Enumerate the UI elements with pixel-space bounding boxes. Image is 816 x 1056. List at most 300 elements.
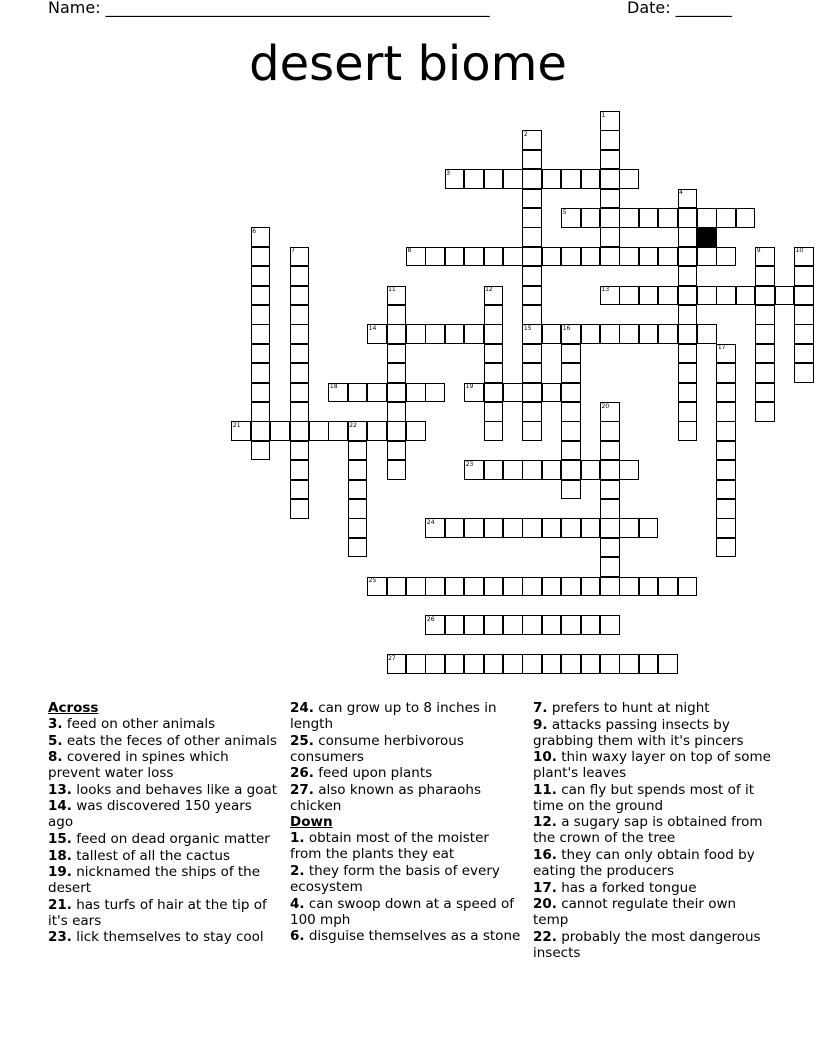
grid-cell[interactable] [755,363,775,383]
grid-cell[interactable] [445,324,465,344]
clue-number: 7. [533,700,548,716]
grid-cell[interactable] [619,654,639,674]
grid-cell[interactable] [522,266,542,286]
grid-cell[interactable] [387,460,407,480]
grid-cell[interactable] [678,363,698,383]
grid-cell[interactable] [484,169,504,189]
grid-cell[interactable] [445,518,465,538]
down-clue [533,814,773,846]
grid-cell[interactable] [794,363,814,383]
grid-cell[interactable] [658,247,678,267]
clue-text: was discovered 150 years ago [48,798,252,831]
grid-cell[interactable] [581,169,601,189]
grid-cell[interactable] [600,460,620,480]
grid-cell[interactable] [522,189,542,209]
across-clue [48,798,280,830]
across-clue [48,733,280,749]
grid-cell[interactable] [561,654,581,674]
clue-number: 25. [290,732,314,749]
grid-cell[interactable] [678,305,698,325]
grid-cell[interactable] [387,421,407,441]
grid-cell[interactable] [561,577,581,597]
grid-cell[interactable] [290,421,310,441]
grid-cell[interactable] [542,247,562,267]
grid-cell[interactable] [425,247,445,267]
grid-cell[interactable] [619,518,639,538]
grid-cell[interactable] [600,324,620,344]
grid-cell[interactable] [251,266,271,286]
clue-number-label: 1 [601,111,606,119]
grid-cell[interactable] [464,654,484,674]
grid-cell[interactable] [600,189,620,209]
clue-number: 20. [533,896,557,913]
grid-cell[interactable] [484,460,504,480]
grid-cell[interactable] [387,441,407,461]
grid-cell[interactable] [736,208,756,228]
down-clue [290,896,522,928]
grid-cell[interactable] [251,421,271,441]
grid-cell[interactable] [716,421,736,441]
grid-cell[interactable] [600,130,620,150]
grid-cell[interactable] [794,266,814,286]
grid-cell[interactable] [367,421,387,441]
grid-cell[interactable] [484,247,504,267]
grid-cell[interactable] [678,577,698,597]
grid-cell[interactable] [503,169,523,189]
clue-text: also known as pharaohs chicken [290,781,482,814]
grid-cell[interactable] [542,169,562,189]
grid-cell[interactable] [794,344,814,364]
grid-cell[interactable] [464,615,484,635]
grid-cell[interactable] [716,383,736,403]
grid-cell[interactable] [581,615,601,635]
grid-cell[interactable] [678,402,698,422]
grid-cell[interactable] [716,518,736,538]
grid-cell[interactable] [522,286,542,306]
grid-cell[interactable] [600,577,620,597]
grid-cell[interactable] [522,344,542,364]
clue-text: looks and behaves like a goat [71,781,278,798]
grid-cell[interactable] [697,247,717,267]
grid-cell[interactable] [561,402,581,422]
grid-cell[interactable] [542,654,562,674]
clue-number-label: 23 [465,460,474,468]
grid-cell[interactable] [503,518,523,538]
grid-cell[interactable] [619,208,639,228]
grid-cell[interactable] [619,460,639,480]
grid-cell[interactable] [290,324,310,344]
grid-cell[interactable] [678,324,698,344]
across-clue [290,765,522,781]
down-heading: Down [290,814,333,831]
clue-number: 22. [533,928,557,945]
grid-cell[interactable] [716,538,736,558]
grid-cell[interactable] [328,421,348,441]
grid-cell[interactable] [522,383,542,403]
grid-cell[interactable] [639,324,659,344]
grid-cell[interactable] [290,363,310,383]
grid-cell[interactable] [755,324,775,344]
grid-cell[interactable] [561,441,581,461]
clue-number-label: 24 [426,518,435,526]
clue-number: 1. [290,830,305,847]
grid-cell[interactable] [522,208,542,228]
grid-cell[interactable] [600,557,620,577]
grid-cell[interactable] [406,654,426,674]
grid-cell[interactable] [484,344,504,364]
grid-cell[interactable] [522,305,542,325]
grid-cell[interactable] [561,344,581,364]
clue-text: a sugary sap is obtained from the crown of the tree [533,814,763,847]
grid-cell[interactable] [484,305,504,325]
grid-cell[interactable] [290,480,310,500]
clue-number-label: 22 [349,421,357,429]
grid-cell[interactable] [387,344,407,364]
grid-cell[interactable] [387,305,407,325]
clue-number-label: 4 [679,189,683,197]
down-clue [533,847,773,879]
grid-cell[interactable] [658,654,678,674]
grid-cell[interactable] [755,305,775,325]
grid-cell[interactable] [425,577,445,597]
grid-cell[interactable] [619,247,639,267]
grid-cell[interactable] [678,286,698,306]
grid-cell[interactable] [678,247,698,267]
grid-cell[interactable] [484,402,504,422]
down-clue [290,863,522,895]
grid-cell[interactable] [619,286,639,306]
grid-cell[interactable] [425,383,445,403]
grid-cell[interactable] [561,518,581,538]
grid-cell[interactable] [348,538,368,558]
grid-cell[interactable] [503,577,523,597]
clue-text: has a forked tongue [556,879,697,896]
clue-text: can fly but spends most of it time on the ground [533,781,754,814]
clue-number-label: 20 [601,402,610,410]
grid-cell[interactable] [600,169,620,189]
grid-cell[interactable] [542,324,562,344]
grid-cell[interactable] [755,344,775,364]
grid-cell[interactable] [425,654,445,674]
grid-cell[interactable] [736,286,756,306]
grid-cell[interactable] [251,247,271,267]
grid-cell[interactable] [639,208,659,228]
grid-cell[interactable] [251,286,271,306]
grid-cell[interactable] [639,654,659,674]
across-clue [48,897,280,929]
grid-cell[interactable] [716,286,736,306]
grid-cell[interactable] [678,421,698,441]
grid-cell[interactable] [600,538,620,558]
grid-cell[interactable] [600,615,620,635]
grid-cell[interactable] [503,460,523,480]
grid-cell[interactable] [522,654,542,674]
grid-cell[interactable] [755,286,775,306]
grid-cell[interactable] [251,363,271,383]
grid-cell[interactable] [561,480,581,500]
grid-cell[interactable] [619,577,639,597]
down-clue [533,717,773,749]
grid-cell[interactable] [561,383,581,403]
grid-cell[interactable] [619,324,639,344]
grid-cell[interactable] [464,247,484,267]
grid-cell[interactable] [348,518,368,538]
grid-cell[interactable] [464,169,484,189]
grid-cell[interactable] [290,499,310,519]
grid-cell[interactable] [522,150,542,170]
grid-cell[interactable] [387,324,407,344]
across-clue [48,716,280,732]
clue-text: lick themselves to stay cool [71,929,264,946]
grid-cell[interactable] [484,383,504,403]
grid-cell[interactable] [561,247,581,267]
grid-cell[interactable] [251,383,271,403]
grid-cell[interactable] [755,402,775,422]
grid-cell[interactable] [484,518,504,538]
grid-cell[interactable] [387,577,407,597]
grid-cell[interactable] [445,654,465,674]
grid-cell[interactable] [716,247,736,267]
date-field-label: Date: _______ [627,0,732,17]
grid-cell[interactable] [367,383,387,403]
clue-number: 3. [48,716,63,732]
grid-cell[interactable] [522,247,542,267]
grid-cell[interactable] [464,324,484,344]
grid-cell[interactable] [522,460,542,480]
grid-cell[interactable] [581,247,601,267]
grid-cell[interactable] [406,324,426,344]
grid-cell[interactable] [600,499,620,519]
grid-cell[interactable] [290,286,310,306]
grid-cell[interactable] [251,441,271,461]
grid-cell[interactable] [755,266,775,286]
down-clue [533,880,773,896]
grid-cell[interactable] [678,344,698,364]
grid-cell[interactable] [794,305,814,325]
grid-cell[interactable] [600,227,620,247]
clue-number: 2. [290,862,305,879]
grid-cell[interactable] [716,402,736,422]
grid-cell[interactable] [348,441,368,461]
grid-cell[interactable] [678,227,698,247]
grid-cell[interactable] [522,577,542,597]
clue-number-label: 25 [368,577,377,585]
clue-number: 9. [533,716,548,733]
grid-cell[interactable] [678,208,698,228]
grid-cell[interactable] [678,266,698,286]
clue-number-label: 10 [795,247,804,255]
grid-cell[interactable] [581,577,601,597]
clue-number: 18. [48,847,72,864]
grid-cell[interactable] [794,286,814,306]
grid-cell[interactable] [542,615,562,635]
grid-cell[interactable] [600,441,620,461]
grid-cell[interactable] [697,208,717,228]
grid-cell[interactable] [561,615,581,635]
grid-cell[interactable] [716,363,736,383]
clue-text: they form the basis of every ecosystem [290,862,500,895]
clue-number-label: 2 [523,130,528,138]
grid-cell[interactable] [561,363,581,383]
grid-cell[interactable] [406,383,426,403]
grid-cell[interactable] [542,460,562,480]
grid-cell[interactable] [251,402,271,422]
clue-number-label: 13 [601,286,610,294]
grid-cell[interactable] [425,324,445,344]
clue-text: feed on other animals [62,716,216,732]
grid-cell[interactable] [464,577,484,597]
grid-cell[interactable] [445,247,465,267]
clue-number-label: 16 [562,324,571,332]
grid-cell[interactable] [251,305,271,325]
grid-cell[interactable] [503,654,523,674]
grid-cell[interactable] [581,518,601,538]
grid-cell[interactable] [542,383,562,403]
across-clue [48,749,280,781]
grid-cell[interactable] [600,150,620,170]
grid-cell[interactable] [697,324,717,344]
grid-cell[interactable] [561,421,581,441]
grid-cell[interactable] [522,227,542,247]
grid-cell[interactable] [542,518,562,538]
grid-cell[interactable] [775,286,795,306]
across-clue [48,782,280,798]
grid-cell[interactable] [387,402,407,422]
clue-number: 16. [533,846,557,863]
clue-number-label: 6 [252,227,257,235]
grid-cell[interactable] [290,460,310,480]
grid-cell[interactable] [600,421,620,441]
clue-text: cannot regulate their own temp [533,896,737,929]
clue-number-label: 3 [446,169,451,177]
clue-number-label: 26 [426,615,435,623]
grid-cell[interactable] [639,247,659,267]
grid-cell[interactable] [755,383,775,403]
grid-cell[interactable] [658,577,678,597]
grid-cell[interactable] [348,383,368,403]
grid-cell[interactable] [658,324,678,344]
grid-cell[interactable] [522,363,542,383]
grid-cell[interactable] [484,615,504,635]
grid-cell[interactable] [387,363,407,383]
grid-cell[interactable] [581,324,601,344]
grid-cell[interactable] [716,480,736,500]
grid-cell[interactable] [484,654,504,674]
grid-cell[interactable] [290,266,310,286]
grid-cell[interactable] [484,363,504,383]
clue-number: 17. [533,879,557,896]
clue-number-label: 18 [329,383,338,391]
clue-number: 26. [290,765,314,782]
grid-cell[interactable] [600,654,620,674]
grid-cell[interactable] [348,480,368,500]
grid-cell[interactable] [406,421,426,441]
grid-cell[interactable] [581,654,601,674]
clue-text: nicknamed the ships of the desert [48,864,261,897]
grid-cell[interactable] [619,169,639,189]
grid-cell[interactable] [639,286,659,306]
clue-number-label: 14 [368,324,377,332]
down-clue [533,896,773,928]
grid-cell[interactable] [561,460,581,480]
black-square [697,227,717,247]
grid-cell[interactable] [639,518,659,538]
grid-cell[interactable] [484,324,504,344]
grid-cell[interactable] [503,247,523,267]
grid-cell[interactable] [522,421,542,441]
grid-cell[interactable] [445,577,465,597]
clue-text: feed upon plants [313,765,433,782]
grid-cell[interactable] [678,383,698,403]
grid-cell[interactable] [309,421,329,441]
grid-cell[interactable] [503,383,523,403]
across-clue [290,700,522,732]
clue-text: attacks passing insects by grabbing them with it's pincers [533,716,744,749]
grid-cell[interactable] [716,460,736,480]
grid-cell[interactable] [561,169,581,189]
clue-number-label: 27 [388,654,396,662]
grid-cell[interactable] [522,402,542,422]
grid-cell[interactable] [716,208,736,228]
clue-text: obtain most of the moister from the plants they eat [290,830,489,863]
grid-cell[interactable] [581,208,601,228]
grid-cell[interactable] [639,577,659,597]
grid-cell[interactable] [270,421,290,441]
across-clue [290,782,522,814]
grid-cell[interactable] [348,460,368,480]
grid-cell[interactable] [600,518,620,538]
grid-cell[interactable] [484,421,504,441]
grid-cell[interactable] [406,577,426,597]
clue-text: eats the feces of other animals [62,732,277,749]
grid-cell[interactable] [251,344,271,364]
grid-cell[interactable] [600,208,620,228]
clue-number-label: 9 [756,247,761,255]
grid-cell[interactable] [716,499,736,519]
grid-cell[interactable] [542,577,562,597]
grid-cell[interactable] [600,480,620,500]
grid-cell[interactable] [251,324,271,344]
grid-cell[interactable] [600,247,620,267]
clue-text: they can only obtain food by eating the producers [533,846,755,879]
grid-cell[interactable] [522,169,542,189]
grid-cell[interactable] [387,383,407,403]
grid-cell[interactable] [581,460,601,480]
grid-cell[interactable] [794,324,814,344]
grid-cell[interactable] [290,402,310,422]
grid-cell[interactable] [290,383,310,403]
grid-cell[interactable] [522,615,542,635]
grid-cell[interactable] [290,441,310,461]
clue-text: can grow up to 8 inches in length [290,700,497,732]
grid-cell[interactable] [464,518,484,538]
grid-cell[interactable] [445,615,465,635]
grid-cell[interactable] [484,577,504,597]
grid-cell[interactable] [522,518,542,538]
grid-cell[interactable] [658,286,678,306]
clue-number: 6. [290,928,305,945]
grid-cell[interactable] [716,441,736,461]
grid-cell[interactable] [348,499,368,519]
grid-cell[interactable] [697,286,717,306]
clues-column-3 [533,700,773,961]
grid-cell[interactable] [658,208,678,228]
clue-number: 21. [48,896,72,913]
grid-cell[interactable] [290,344,310,364]
clue-number-label: 12 [485,286,493,294]
grid-cell[interactable] [290,305,310,325]
grid-cell[interactable] [503,615,523,635]
